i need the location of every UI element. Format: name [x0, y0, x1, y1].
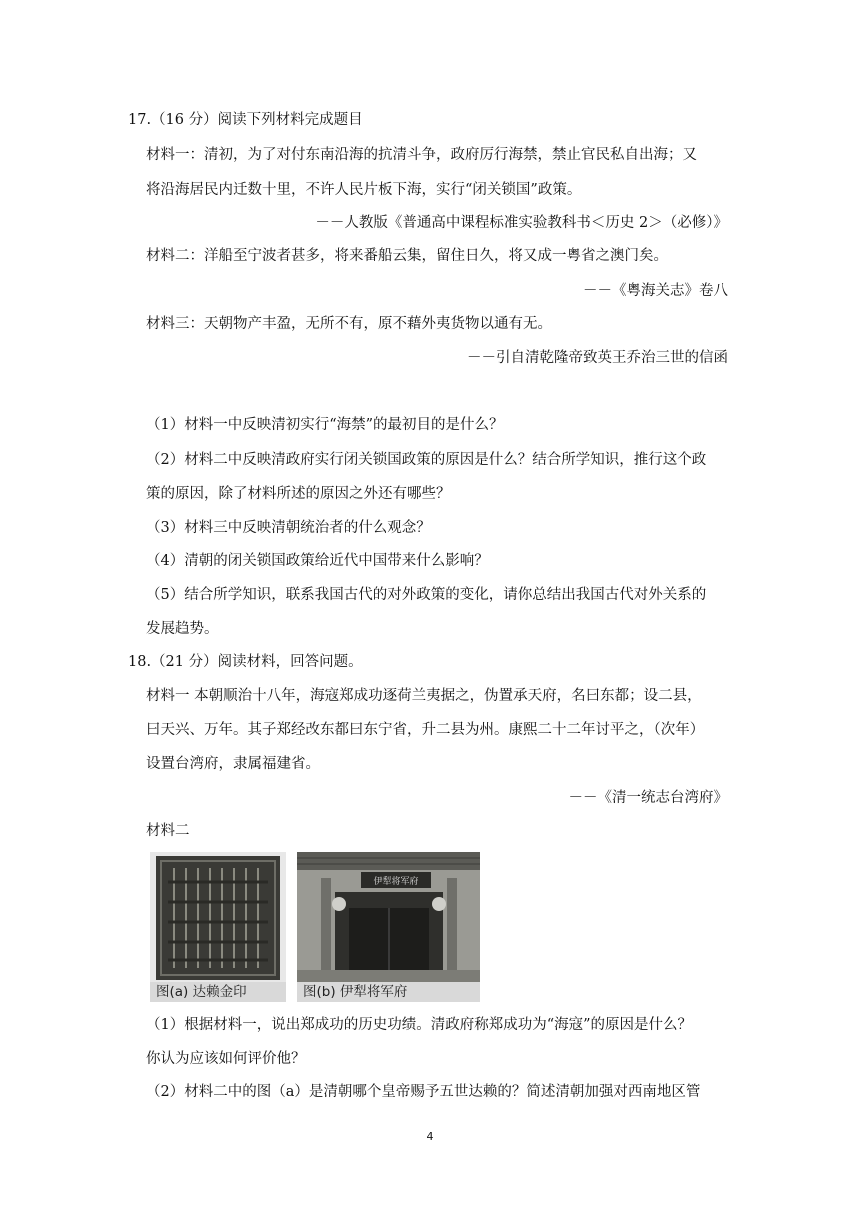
mansion-sign-text: 伊犁将军府 [373, 877, 419, 887]
q18-material2-label: 材料二 [146, 823, 190, 839]
q18-question1-line2: 你认为应该如何评价他？ [146, 1051, 306, 1067]
q17-material2: 材料二：洋船至宁波者甚多，将来番船云集，留住日久，将又成一粤省之澳门矣。 [146, 248, 668, 264]
q17-material1-line1: 材料一：清初，为了对付东南沿海的抗清斗争，政府厉行海禁，禁止官民私自出海；又 [146, 147, 697, 163]
q17-material2-source: －－《粤海关志》卷八 [583, 283, 728, 299]
q17-material1-source: －－人教版《普通高中课程标准实验教科书＜历史 2＞（必修）》 [315, 215, 728, 231]
q17-question4: （4）清朝的闭关锁国政策给近代中国带来什么影响？ [146, 553, 489, 569]
q17-heading: 17.（16 分）阅读下列材料完成题目 [128, 112, 363, 128]
dalai-seal-image [150, 852, 286, 984]
figure-b [297, 852, 480, 1000]
q18-material1-source: －－《清一统志台湾府》 [568, 790, 728, 806]
q18-material1-line3: 设置台湾府，隶属福建省。 [146, 756, 320, 772]
q17-question2-line1: （2）材料二中反映清政府实行闭关锁国政策的原因是什么？结合所学知识，推行这个政 [146, 452, 707, 468]
q17-material3-source: －－引自清乾隆帝致英王乔治三世的信函 [467, 350, 728, 366]
q17-question1: （1）材料一中反映清初实行“海禁”的最初目的是什么？ [146, 417, 504, 433]
q17-material3: 材料三：天朝物产丰盈，无所不有，原不藉外夷货物以通有无。 [146, 316, 552, 332]
q18-material1-line2: 曰天兴、万年。其子郑经改东都曰东宁省，升二县为州。康熙二十二年讨平之，（次年） [146, 722, 705, 738]
q17-material1-line2: 将沿海居民内迁数十里，不许人民片板下海，实行“闭关锁国”政策。 [146, 182, 582, 198]
q18-question1-line1: （1）根据材料一，说出郑成功的历史功绩。清政府称郑成功为“海寇”的原因是什么？ [146, 1017, 693, 1033]
figure-a-caption: 图(a) 达赖金印 [150, 982, 286, 1002]
q17-question5-line2: 发展趋势。 [146, 621, 219, 637]
page-number: 4 [426, 1130, 434, 1143]
q17-question5-line1: （5）结合所学知识，联系我国古代的对外政策的变化，请你总结出我国古代对外关系的 [146, 587, 707, 603]
q17-question2-line2: 策的原因，除了材料所述的原因之外还有哪些？ [146, 486, 451, 502]
q18-material1-line1: 材料一 本朝顺治十八年，海寇郑成功逐荷兰夷据之，伪置承天府，名曰东都；设二县， [146, 688, 702, 704]
ili-mansion-image [297, 852, 480, 984]
q17-question3: （3）材料三中反映清朝统治者的什么观念？ [146, 520, 431, 536]
figure-a [150, 852, 286, 1000]
figure-b-caption: 图(b) 伊犁将军府 [297, 982, 480, 1002]
q18-heading: 18.（21 分）阅读材料，回答问题。 [128, 654, 363, 670]
q18-question2-line1: （2）材料二中的图（a）是清朝哪个皇帝赐予五世达赖的？简述清朝加强对西南地区管 [146, 1084, 701, 1100]
